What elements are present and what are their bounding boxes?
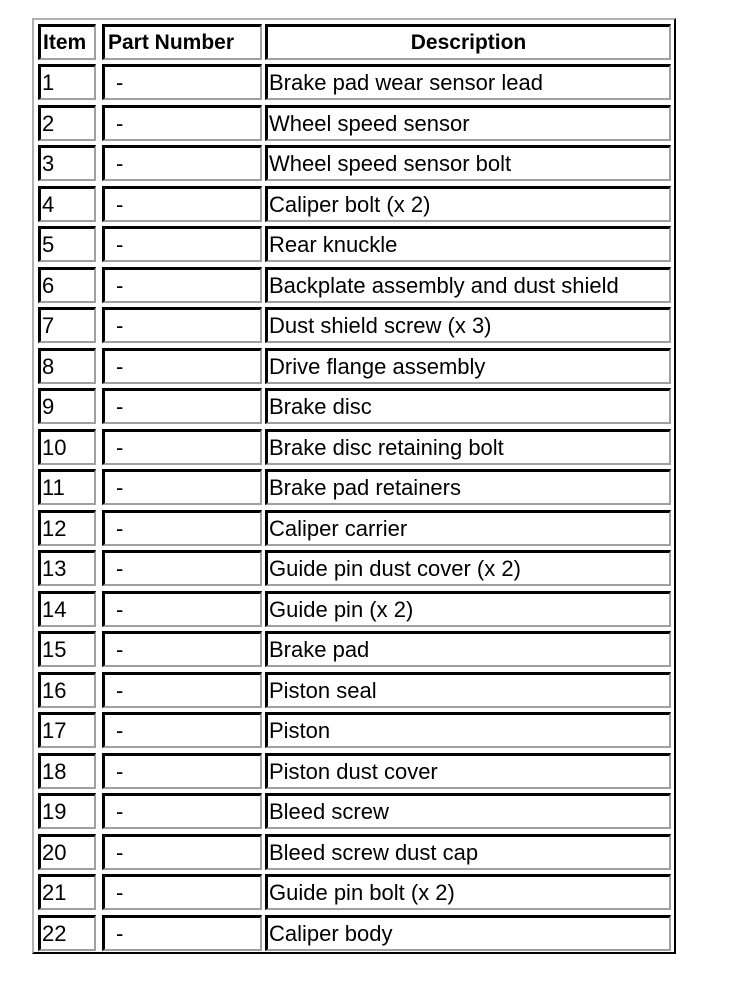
item-cell: 7 [38, 307, 96, 343]
part-number-cell: - [102, 226, 262, 262]
item-cell: 4 [38, 186, 96, 222]
part-number-cell: - [102, 874, 262, 910]
part-number-cell: - [102, 510, 262, 546]
part-number-cell: - [102, 631, 262, 667]
header-description: Description [265, 24, 671, 60]
part-number-cell: - [102, 348, 262, 384]
part-number-cell: - [102, 712, 262, 748]
item-cell: 16 [38, 672, 96, 708]
item-cell: 8 [38, 348, 96, 384]
part-number-cell: - [102, 753, 262, 789]
part-number-cell: - [102, 591, 262, 627]
description-cell: Wheel speed sensor [265, 105, 671, 141]
description-cell: Bleed screw [265, 793, 671, 829]
description-cell: Caliper body [265, 915, 671, 951]
item-cell: 13 [38, 550, 96, 586]
description-cell: Piston seal [265, 672, 671, 708]
description-cell: Wheel speed sensor bolt [265, 145, 671, 181]
part-number-cell: - [102, 307, 262, 343]
description-cell: Piston dust cover [265, 753, 671, 789]
description-cell: Backplate assembly and dust shield [265, 267, 671, 303]
item-cell: 12 [38, 510, 96, 546]
part-number-cell: - [102, 672, 262, 708]
part-number-cell: - [102, 429, 262, 465]
item-cell: 6 [38, 267, 96, 303]
description-cell: Bleed screw dust cap [265, 834, 671, 870]
item-cell: 5 [38, 226, 96, 262]
part-number-cell: - [102, 550, 262, 586]
part-number-cell: - [102, 834, 262, 870]
part-number-cell: - [102, 145, 262, 181]
part-number-cell: - [102, 64, 262, 100]
description-cell: Brake disc [265, 388, 671, 424]
description-cell: Brake disc retaining bolt [265, 429, 671, 465]
item-cell: 2 [38, 105, 96, 141]
description-cell: Brake pad wear sensor lead [265, 64, 671, 100]
description-cell: Caliper bolt (x 2) [265, 186, 671, 222]
description-cell: Brake pad [265, 631, 671, 667]
item-cell: 18 [38, 753, 96, 789]
item-cell: 19 [38, 793, 96, 829]
part-number-cell: - [102, 267, 262, 303]
item-cell: 10 [38, 429, 96, 465]
header-item: Item [38, 24, 96, 60]
header-part-number: Part Number [102, 24, 262, 60]
description-cell: Rear knuckle [265, 226, 671, 262]
item-cell: 22 [38, 915, 96, 951]
item-cell: 15 [38, 631, 96, 667]
item-cell: 20 [38, 834, 96, 870]
description-cell: Guide pin bolt (x 2) [265, 874, 671, 910]
item-cell: 17 [38, 712, 96, 748]
parts-table [32, 18, 676, 954]
part-number-cell: - [102, 793, 262, 829]
description-cell: Dust shield screw (x 3) [265, 307, 671, 343]
description-cell: Brake pad retainers [265, 469, 671, 505]
part-number-cell: - [102, 186, 262, 222]
item-cell: 9 [38, 388, 96, 424]
description-cell: Drive flange assembly [265, 348, 671, 384]
description-cell: Caliper carrier [265, 510, 671, 546]
description-cell: Guide pin dust cover (x 2) [265, 550, 671, 586]
item-cell: 1 [38, 64, 96, 100]
item-cell: 21 [38, 874, 96, 910]
description-cell: Piston [265, 712, 671, 748]
item-cell: 14 [38, 591, 96, 627]
item-cell: 3 [38, 145, 96, 181]
part-number-cell: - [102, 388, 262, 424]
part-number-cell: - [102, 915, 262, 951]
description-cell: Guide pin (x 2) [265, 591, 671, 627]
part-number-cell: - [102, 105, 262, 141]
item-cell: 11 [38, 469, 96, 505]
part-number-cell: - [102, 469, 262, 505]
